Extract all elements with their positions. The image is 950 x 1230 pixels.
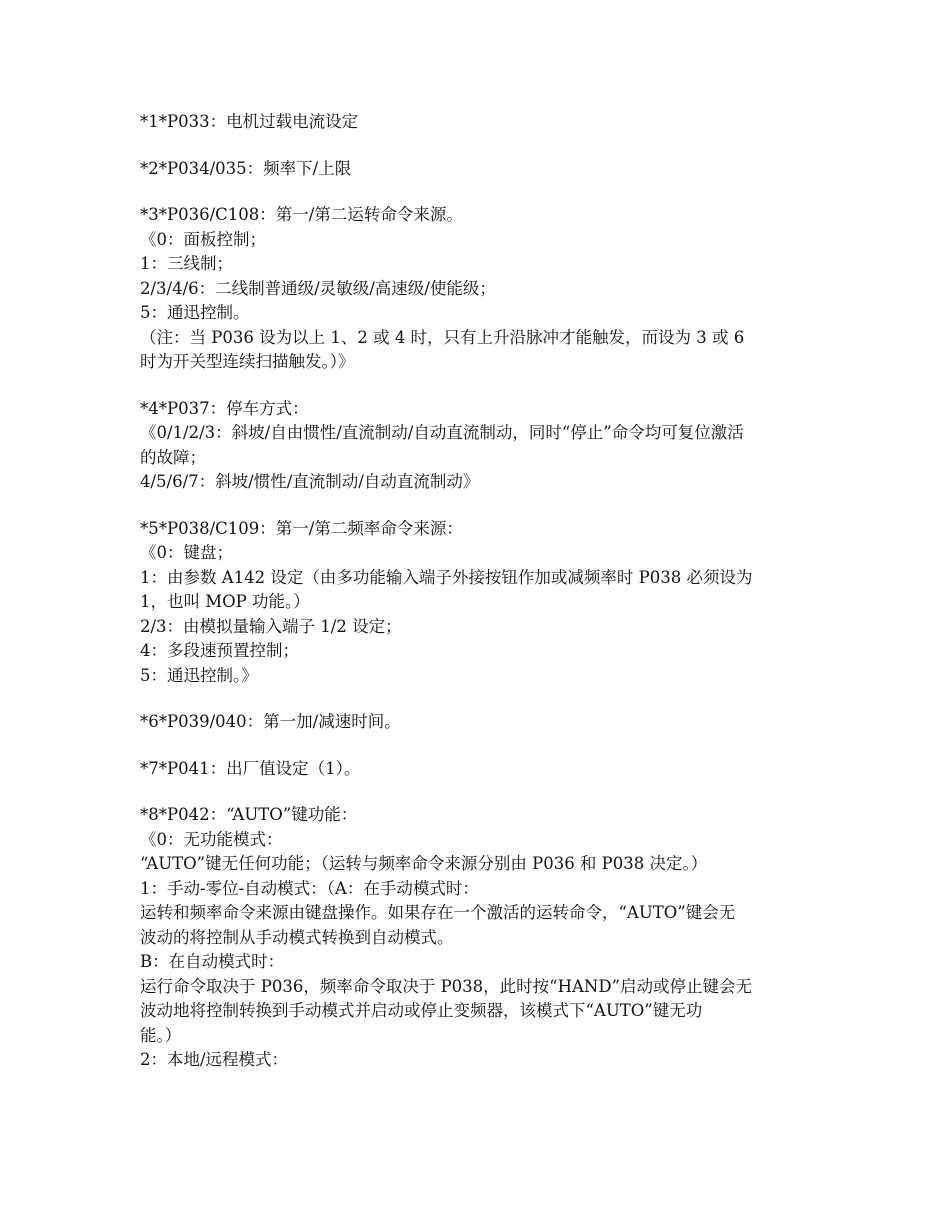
text-line: 《0：面板控制； <box>140 229 266 249</box>
document-page <box>140 110 820 1095</box>
param-p041 <box>140 757 820 782</box>
text-line: 4：多段速预置控制； <box>140 641 299 660</box>
text-line: *3*P036/C108：第一/第二运转命令来源。 <box>140 205 463 224</box>
text-line: “AUTO”键无任何功能；（运转与频率命令来源分别由 P036 和 P038 决定。） <box>140 854 708 873</box>
text-line: *2*P034/035：频率下/上限 <box>140 158 352 178</box>
text-line: *1*P033：电机过载电流设定 <box>140 112 359 131</box>
text-line: 4/5/6/7：斜坡/惯性/直流制动/自动直流制动》 <box>140 472 480 491</box>
text-line: 5：通迅控制。 <box>140 303 250 322</box>
text-line: B：在自动模式时： <box>140 952 285 971</box>
text-line: *4*P037：停车方式： <box>140 398 309 418</box>
param-p034-035 <box>140 157 820 182</box>
text-line: *8*P042：“AUTO”键功能： <box>140 805 358 824</box>
text-line: 能。） <box>140 1025 182 1045</box>
text-line: 2：本地/远程模式： <box>140 1050 289 1069</box>
param-p039-040 <box>140 710 820 735</box>
text-line: 2/3：由模拟量输入端子 1/2 设定； <box>140 616 402 636</box>
text-line: 《0：无功能模式： <box>140 829 283 849</box>
text-line: 运行命令取决于 P036，频率命令取决于 P038，此时按“HAND”启动或停止键会无 <box>140 976 753 996</box>
param-p036-c108 <box>140 203 820 375</box>
text-line: 2/3/4/6：二线制普通级/灵敏级/高速级/使能级； <box>140 278 496 298</box>
text-line: 《0/1/2/3：斜坡/自由惯性/直流制动/自动直流制动，同时“停止”命令均可复位激活 <box>140 423 744 442</box>
text-line: *6*P039/040：第一加/减速时间。 <box>140 712 401 731</box>
text-line: （注：当 P036 设为以上 1、2 或 4 时，只有上升沿脉冲才能触发，而设为 3 或 6 <box>140 327 745 347</box>
text-line: *5*P038/C109：第一/第二频率命令来源： <box>140 518 463 538</box>
param-p038-c109 <box>140 517 820 689</box>
text-line: 波动地将控制转换到手动模式并启动或停止变频器，该模式下“AUTO”键无功 <box>140 1001 703 1020</box>
text-line: 运转和频率命令来源由键盘操作。如果存在一个激活的运转命令，“AUTO”键会无 <box>140 903 736 922</box>
text-line: 5：通迅控制。》 <box>140 665 258 685</box>
text-line: 1，也叫 MOP 功能。） <box>140 592 310 611</box>
text-line: 1：三线制； <box>140 254 233 273</box>
text-line: 《0：键盘； <box>140 543 233 562</box>
param-p037 <box>140 397 820 495</box>
text-line: 的故障； <box>140 447 206 467</box>
param-p033 <box>140 110 820 135</box>
param-p042 <box>140 803 820 1073</box>
text-line: 波动的将控制从手动模式转换到自动模式。 <box>140 927 454 947</box>
text-line: 时为开关型连续扫描触发。）》 <box>140 352 355 371</box>
text-line: 1：由参数 A142 设定（由多功能输入端子外接按钮作加或减频率时 P038 必须设为 <box>140 567 753 587</box>
text-line: *7*P041：出厂值设定（1）。 <box>140 758 361 778</box>
text-line: 1：手动-零位-自动模式：（A：在手动模式时： <box>140 878 479 898</box>
